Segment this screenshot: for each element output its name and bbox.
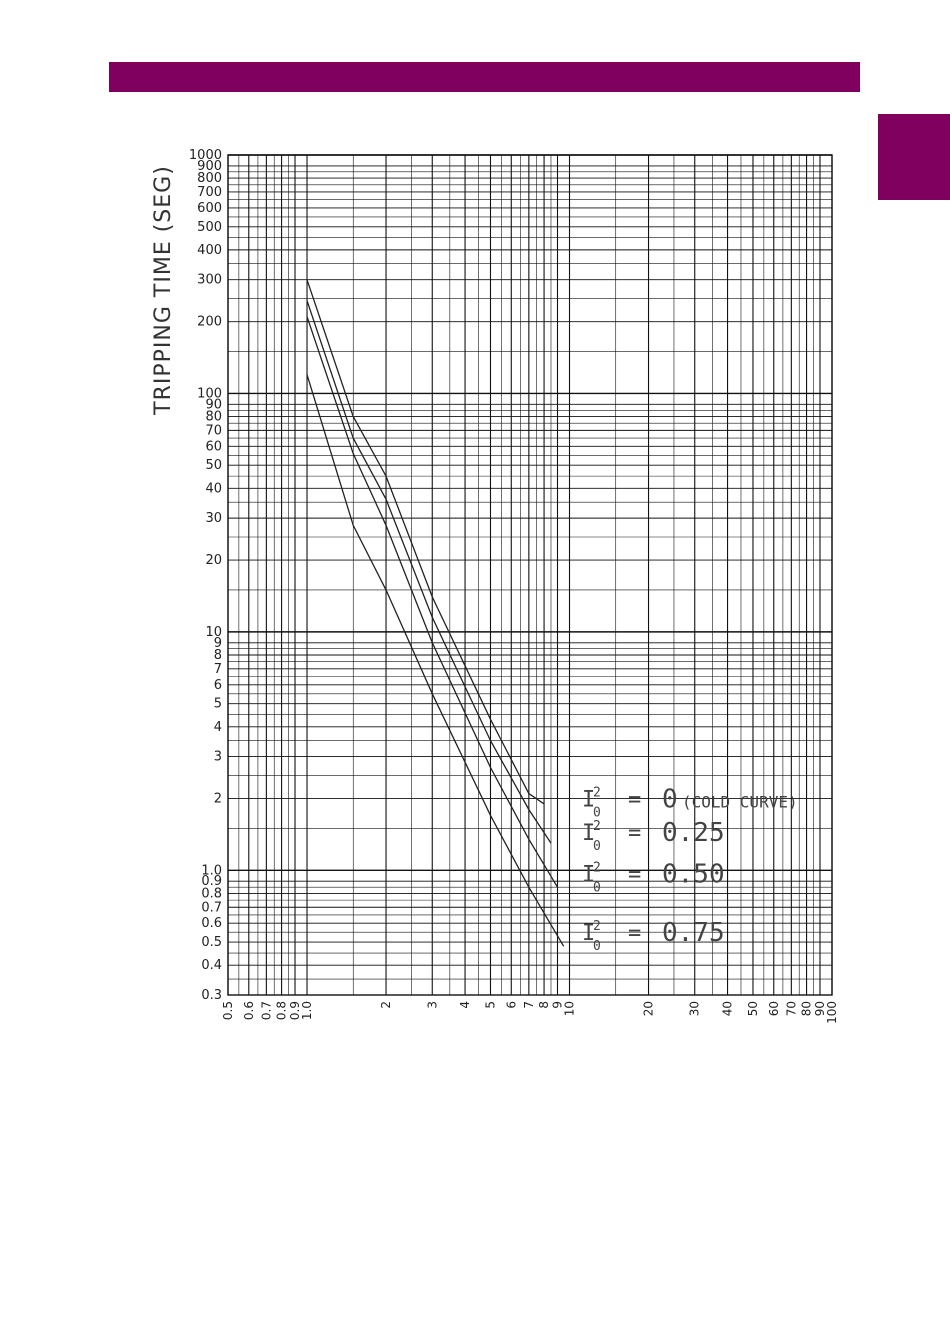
- legend-value: 0.50: [662, 859, 725, 890]
- legend-equals: =: [628, 787, 642, 813]
- legend-symbol-sub: 0: [593, 880, 601, 896]
- y-tick-label: 90: [205, 397, 222, 413]
- x-tick-label: 8: [537, 1001, 552, 1009]
- legend-symbol-I: I: [582, 787, 596, 813]
- y-tick-label: 0.5: [201, 935, 222, 951]
- y-tick-label: 7: [213, 661, 222, 677]
- legend-note: (COLD CURVE): [682, 792, 798, 812]
- curve-series-3: [307, 375, 564, 947]
- y-tick-label: 200: [197, 314, 222, 330]
- x-tick-label: 40: [720, 1001, 735, 1017]
- y-tick-label: 20: [205, 553, 222, 569]
- legend-symbol-sub: 0: [593, 939, 601, 955]
- legend-entry: [582, 818, 725, 854]
- legend-entry: [582, 785, 798, 821]
- x-tick-label: 4: [458, 1001, 473, 1009]
- plot-frame: [228, 155, 832, 995]
- y-tick-label: 50: [205, 458, 222, 474]
- x-tick-label: 60: [766, 1001, 781, 1017]
- y-tick-label: 8: [213, 647, 222, 663]
- y-tick-label: 0.3: [201, 988, 222, 1003]
- y-tick-label: 5: [213, 696, 222, 712]
- x-tick-label: 9: [550, 1001, 565, 1009]
- x-tick-label: 70: [784, 1001, 799, 1017]
- x-tick-label: 0.8: [274, 1001, 289, 1021]
- x-tick-label: 7: [521, 1001, 536, 1009]
- y-tick-label: 9: [213, 635, 222, 651]
- x-tick-label: 30: [687, 1001, 702, 1017]
- legend-symbol-sup: 2: [593, 919, 601, 935]
- legend-symbol-I: I: [582, 820, 596, 846]
- x-tick-label: 20: [641, 1001, 656, 1017]
- y-tick-label: 700: [197, 184, 222, 200]
- legend: [582, 785, 798, 955]
- y-tick-label: 30: [205, 511, 222, 527]
- legend-symbol-sup: 2: [593, 860, 601, 876]
- y-axis-title: TRIPPING TIME (SEG): [151, 165, 176, 415]
- x-tick-label: 10: [562, 1001, 577, 1017]
- y-tick-label: 1000: [188, 148, 222, 163]
- legend-symbol-I: I: [582, 862, 596, 888]
- y-tick-label: 400: [197, 242, 222, 258]
- legend-symbol-sup: 2: [593, 818, 601, 834]
- curve-series-1: [307, 301, 551, 844]
- curve-series-0: [307, 280, 544, 804]
- x-tick-label: 0.5: [221, 1001, 235, 1021]
- y-tick-label: 40: [205, 481, 222, 497]
- curves: [307, 280, 564, 947]
- legend-equals: =: [628, 921, 642, 947]
- legend-equals: =: [628, 820, 642, 846]
- legend-value: 0.25: [662, 817, 725, 848]
- x-tick-label: 2: [379, 1001, 394, 1009]
- legend-equals: =: [628, 862, 642, 888]
- y-tick-label: 3: [213, 749, 222, 765]
- y-tick-label: 0.7: [201, 900, 222, 916]
- legend-symbol-sub: 0: [593, 805, 601, 821]
- y-tick-label: 600: [197, 200, 222, 216]
- x-tick-label: 50: [745, 1001, 760, 1017]
- y-tick-label: 0.9: [201, 874, 222, 890]
- x-tick-label: 0.7: [259, 1001, 274, 1021]
- y-tick-label: 1.0: [201, 863, 222, 879]
- x-tick-label: 80: [799, 1001, 814, 1017]
- y-tick-label: 10: [205, 624, 222, 640]
- y-tick-label: 900: [197, 158, 222, 174]
- y-tick-label: 100: [197, 386, 222, 402]
- legend-value: 0.75: [662, 918, 725, 949]
- x-tick-label: 0.9: [288, 1001, 303, 1021]
- y-tick-label: 2: [213, 791, 222, 807]
- chart-grid: [228, 155, 832, 995]
- x-tick-label: 90: [812, 1001, 827, 1017]
- y-tick-label: 4: [213, 719, 222, 735]
- x-tick-label: 6: [504, 1001, 519, 1009]
- y-tick-label: 500: [197, 219, 222, 235]
- y-tick-label: 300: [197, 272, 222, 288]
- y-tick-label: 0.8: [201, 886, 222, 902]
- y-tick-labels: [189, 148, 222, 1003]
- x-tick-labels: [221, 1001, 839, 1024]
- legend-symbol-I: I: [582, 921, 596, 947]
- y-tick-label: 70: [205, 423, 222, 439]
- x-tick-label: 5: [483, 1001, 498, 1009]
- x-tick-label: 0.6: [241, 1001, 256, 1021]
- y-tick-label: 60: [205, 439, 222, 455]
- x-tick-label: 3: [425, 1001, 440, 1009]
- legend-entry: [582, 859, 725, 895]
- y-tick-label: 0.6: [201, 916, 222, 932]
- y-tick-label: 800: [197, 171, 222, 187]
- legend-symbol-sup: 2: [593, 785, 601, 801]
- y-tick-label: 0.4: [201, 958, 222, 974]
- legend-symbol-sub: 0: [593, 838, 601, 854]
- y-tick-label: 80: [205, 409, 222, 425]
- x-tick-label: 1.0: [300, 1001, 315, 1021]
- x-tick-label: 100: [825, 1001, 839, 1024]
- legend-value: 0: [662, 784, 678, 815]
- y-tick-label: 6: [213, 677, 222, 693]
